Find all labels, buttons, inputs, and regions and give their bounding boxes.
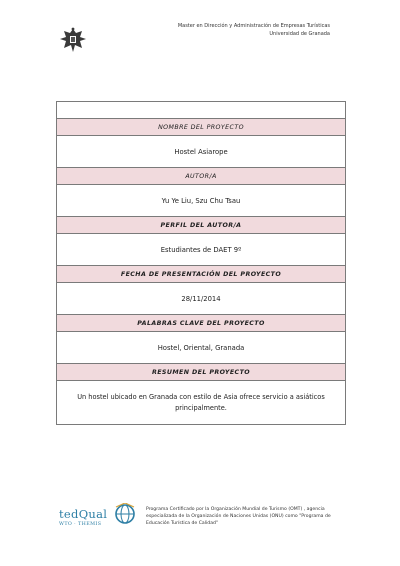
university-crest-icon [58,26,88,54]
field-label: PALABRAS CLAVE DEL PROYECTO [57,315,346,332]
header-program: Master en Dirección y Administración de Empresas Turísticas [177,23,330,29]
field-label: NOMBRE DEL PROYECTO [57,119,346,136]
field-value-row [57,234,346,266]
project-info-table [56,101,346,425]
field-label-row [57,315,346,332]
field-value: Un hostel ubicado en Granada con estilo de Asia ofrece servicio a asiáticos principalmente. [57,381,346,425]
field-label: PERFIL DEL AUTOR/A [57,217,346,234]
tedqual-logo-subtitle: WTO · THEMIS [59,522,102,527]
page-header [178,22,330,38]
field-label-row [57,119,346,136]
field-value: Hostel Asiarope [57,136,346,168]
field-value-row [57,283,346,315]
field-value: Estudiantes de DAET 9º [57,234,346,266]
field-value-row [57,332,346,364]
field-value-row [57,185,346,217]
field-value-row [57,136,346,168]
field-label-row [57,217,346,234]
certification-note: Programa Certificado por la Organización Mundial de Turismo (OMT) , agencia especializada de la Organización de Naciones Unidas (ONU) como "Programa de Educación Turística de Calidad" [146,507,331,526]
field-value: Yu Ye Liu, Szu Chu Tsau [57,185,346,217]
tedqual-globe-icon [114,503,136,525]
field-value: Hostel, Oriental, Granada [57,332,346,364]
field-label: FECHA DE PRESENTACIÓN DEL PROYECTO [57,266,346,283]
field-label-row [57,364,346,381]
field-label: RESUMEN DEL PROYECTO [57,364,346,381]
header-university: Universidad de Granada [269,31,330,37]
tedqual-logo-text: tedQual [59,507,108,521]
field-label: AUTOR/A [57,168,346,185]
blank-row [57,102,346,119]
field-label-row [57,266,346,283]
field-label-row [57,168,346,185]
field-value-row [57,381,346,425]
field-value: 28/11/2014 [57,283,346,315]
